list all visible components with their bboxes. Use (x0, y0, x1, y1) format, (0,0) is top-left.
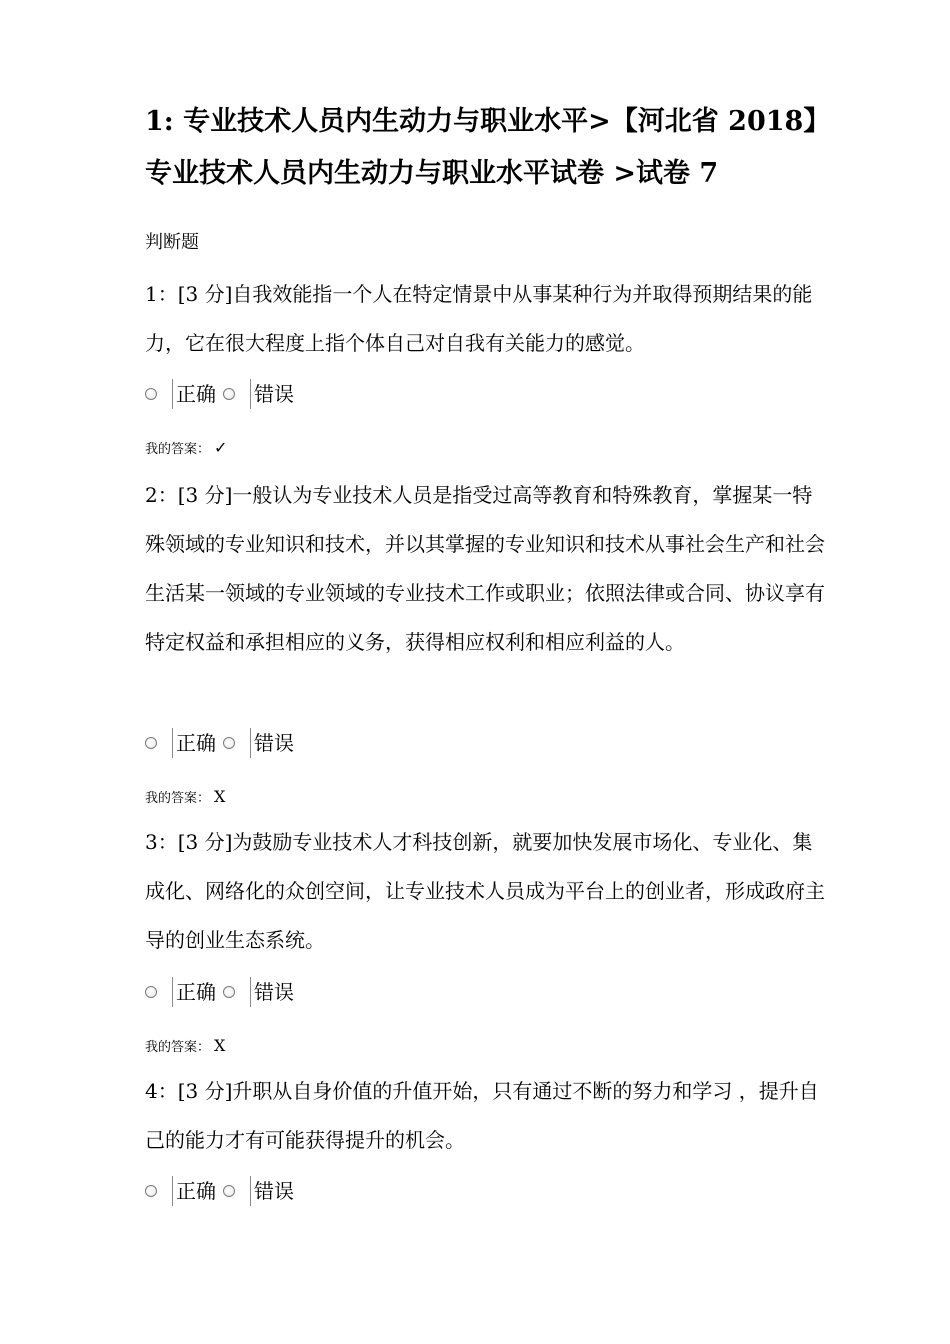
section-label: 判断题 (145, 232, 199, 253)
answer-mark: X (214, 1036, 226, 1055)
radio-wrong-q1[interactable] (223, 388, 235, 400)
option-wrong-label: 错误 (250, 379, 294, 409)
option-wrong-label: 错误 (250, 1176, 294, 1206)
radio-wrong-q2[interactable] (223, 737, 235, 749)
question-2-answer (145, 787, 225, 809)
question-2-text: 2：[3 分]一般认为专业技术人员是指受过高等教育和特殊教育，掌握某一特殊领域的专业知识和技术，并以其掌握的专业知识和技术从事社会生产和社会生活某一领域的专业领域的专业技术工作或职业；依照法律或合同、协议享有特定权益和承担相应的义务，获得相应权利和相应利益的人。 (145, 483, 825, 654)
answer-mark: ✓ (214, 438, 228, 457)
radio-correct-q4[interactable] (145, 1185, 157, 1197)
option-correct-label: 正确 (172, 1176, 216, 1206)
answer-prefix: 我的答案： (145, 1040, 211, 1055)
radio-wrong-q4[interactable] (223, 1185, 235, 1197)
option-wrong-label: 错误 (250, 728, 294, 758)
option-wrong-label: 错误 (250, 977, 294, 1007)
answer-prefix: 我的答案： (145, 791, 211, 806)
question-2-options (145, 723, 301, 763)
question-1-text: 1：[3 分]自我效能指一个人在特定情景中从事某种行为并取得预期结果的能力，它在很大程度上指个体自己对自我有关能力的感觉。 (145, 282, 813, 355)
option-correct-label: 正确 (172, 379, 216, 409)
question-1-answer (145, 438, 227, 460)
option-correct-label: 正确 (172, 728, 216, 758)
radio-correct-q1[interactable] (145, 388, 157, 400)
question-3-text: 3：[3 分]为鼓励专业技术人才科技创新，就要加快发展市场化、专业化、集成化、网络化的众创空间，让专业技术人员成为平台上的创业者，形成政府主导的创业生态系统。 (145, 830, 825, 952)
page-title: 1: 专业技术人员内生动力与职业水平>【河北省 2018】专业技术人员内生动力与职业水平试卷 >试卷 7 (145, 106, 817, 189)
radio-wrong-q3[interactable] (223, 986, 235, 998)
answer-mark: X (214, 787, 226, 806)
radio-correct-q3[interactable] (145, 986, 157, 998)
question-4-options (145, 1171, 301, 1211)
option-correct-label: 正确 (172, 977, 216, 1007)
question-4-text: 4：[3 分]升职从自身价值的升值开始，只有通过不断的努力和学习 ，提升自己的能力才有可能获得提升的机会。 (145, 1079, 819, 1152)
question-1-options (145, 374, 301, 414)
question-3-answer (145, 1036, 225, 1058)
answer-prefix: 我的答案： (145, 442, 211, 457)
question-3-options (145, 972, 301, 1012)
radio-correct-q2[interactable] (145, 737, 157, 749)
